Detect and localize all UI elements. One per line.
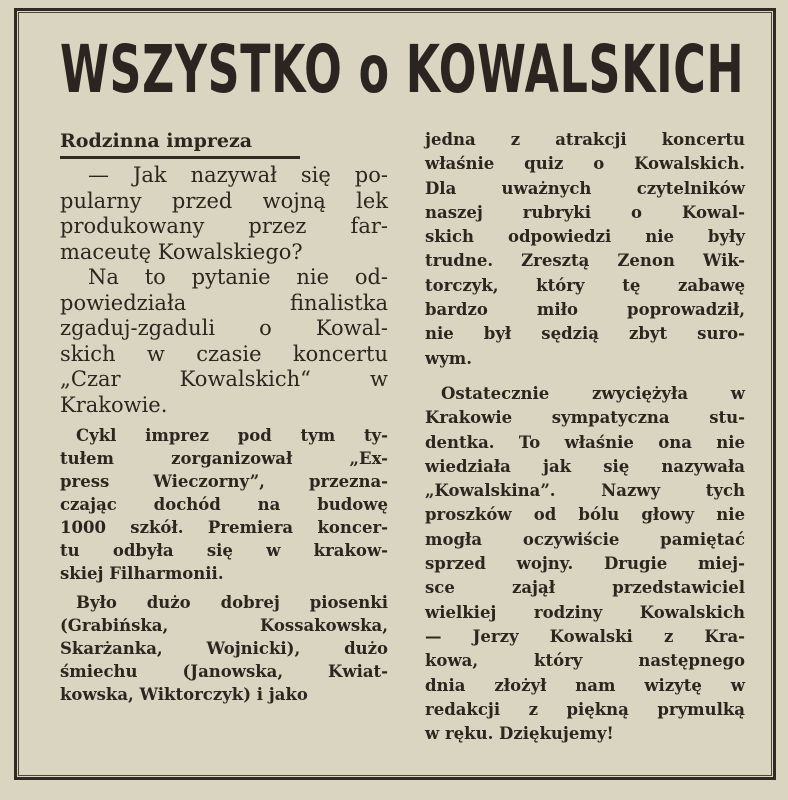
text-line: skich w czasie koncertu: [60, 341, 388, 366]
text-line: nie był sędzią zbyt suro-: [425, 324, 745, 344]
text-line: sce zajął przedstawiciel: [425, 578, 745, 598]
text-line: Ostatecznie zwyciężyła w: [441, 383, 745, 403]
paragraph: [60, 163, 388, 265]
text-line: Krakowie sympatyczna stu-: [425, 408, 745, 428]
text-line: Dla uważnych czytelników: [425, 178, 745, 198]
text-line: wielkiej rodziny Kowalskich: [425, 602, 745, 622]
text-line: Krakowie.: [60, 392, 168, 417]
text-line: powiedziała finalistka: [60, 290, 388, 315]
text-line: Na to pytanie nie od-: [88, 265, 388, 289]
paragraph: [60, 424, 388, 585]
text-line: dnia złożył nam wizytę w: [425, 675, 745, 695]
text-line: właśnie quiz o Kowalskich.: [425, 154, 745, 174]
right-column: [425, 128, 745, 746]
right-paragraphs: [425, 128, 745, 746]
text-line: pularny przed wojną lek: [60, 188, 388, 213]
text-line: dentka. To właśnie ona nie: [425, 432, 745, 452]
text-line: skiej Filharmonii.: [60, 564, 224, 583]
text-line: press Wieczorny”, przezna-: [60, 472, 388, 491]
article-title-box: [60, 31, 745, 108]
text-line: — Jerzy Kowalski z Kra-: [425, 626, 745, 646]
text-line: Było dużo dobrej piosenki: [76, 593, 388, 612]
text-line: Skarżanka, Wojnicki), dużo: [60, 639, 388, 658]
heading-underline: [60, 156, 300, 159]
text-line: czając dochód na budowę: [60, 495, 388, 514]
section-heading: Rodzinna impreza: [60, 130, 253, 152]
text-line: tułem zorganizował „Ex-: [60, 449, 388, 468]
text-line: redakcji z piękną prymulką: [425, 699, 745, 719]
text-line: 1000 szkół. Premiera koncer-: [60, 518, 388, 537]
paragraph: [60, 265, 388, 418]
text-line: w ręku. Dziękujemy!: [425, 724, 614, 744]
text-line: produkowany przez far-: [60, 214, 388, 238]
text-line: maceutę Kowalskiego?: [60, 239, 303, 264]
text-line: „Czar Kowalskich“ w: [60, 367, 388, 391]
text-line: torczyk, który tę zabawę: [425, 275, 745, 295]
text-line: proszków od bólu głowy nie: [425, 505, 745, 525]
text-line: wym.: [425, 348, 472, 368]
text-line: zgaduj-zgaduli o Kowal-: [60, 316, 388, 340]
text-line: bardzo miło poprowadził,: [425, 300, 745, 320]
text-line: kowa, który następnego: [425, 651, 745, 671]
text-line: trudne. Zresztą Zenon Wik-: [425, 251, 745, 271]
text-line: sprzed wojny. Drugie miej-: [425, 554, 745, 574]
text-line: śmiechu (Janowska, Kwiat-: [60, 662, 388, 681]
text-line: tu odbyła się w krakow-: [60, 541, 388, 560]
text-line: skich odpowiedzi nie były: [425, 227, 745, 247]
paragraph: [425, 128, 745, 371]
text-line: (Grabińska, Kossakowska,: [60, 616, 388, 635]
text-line: jedna z atrakcji koncertu: [425, 130, 745, 149]
paragraph: [60, 591, 388, 706]
text-line: „Kowalskina”. Nazwy tych: [425, 481, 745, 501]
text-line: — Jak nazywał się po-: [88, 163, 388, 187]
left-column: [60, 128, 388, 706]
text-line: naszej rubryki o Kowal-: [425, 202, 745, 222]
text-line: Cykl imprez pod tym ty-: [76, 426, 388, 445]
text-line: wiedziała jak się nazywała: [425, 456, 745, 476]
left-paragraphs: [60, 163, 388, 706]
text-line: kowska, Wiktorczyk) i jako: [60, 685, 308, 704]
paragraph: [425, 382, 745, 746]
text-line: mogła oczywiście pamiętać: [425, 529, 745, 549]
article-title: WSZYSTKO o KOWALSKICH: [60, 31, 745, 108]
